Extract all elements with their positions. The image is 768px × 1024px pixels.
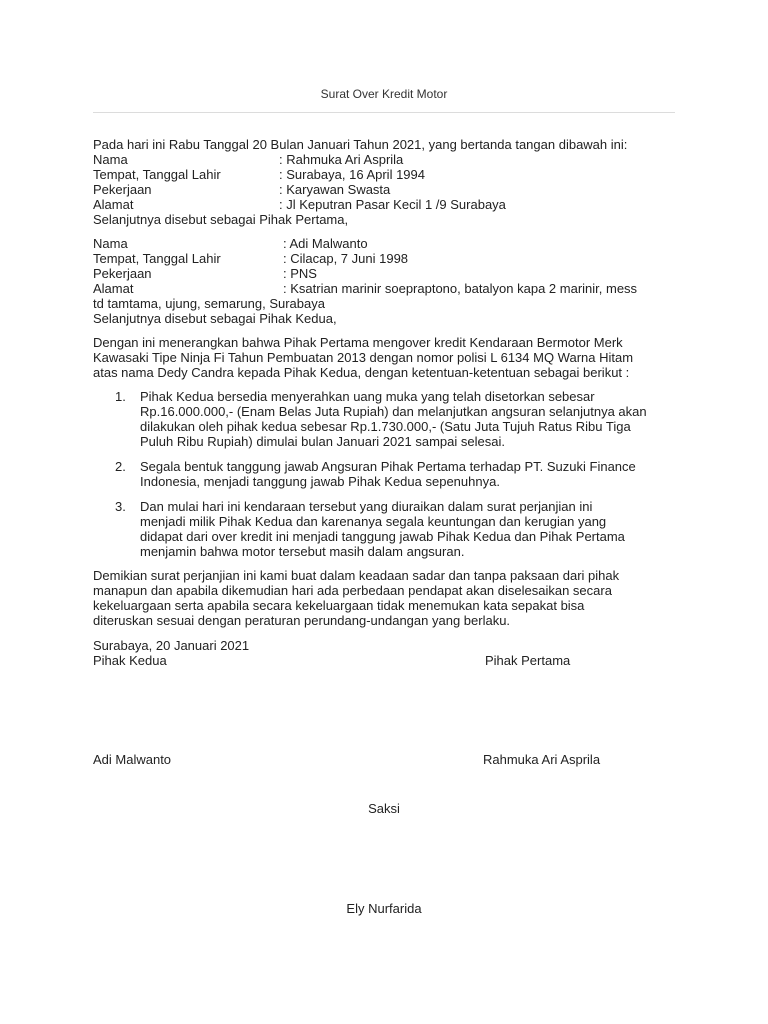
party-2-field-alamat (93, 281, 668, 296)
address-continued-text: td tamtama, ujung, semarung, Surabaya (93, 296, 325, 311)
field-value: : Karyawan Swasta (279, 182, 391, 197)
field-label: Tempat, Tanggal Lahir (93, 167, 221, 182)
term-text (140, 459, 662, 489)
right-signer-name: Rahmuka Ari Asprila (483, 752, 601, 767)
statement-line: Kawasaki Tipe Ninja Fi Tahun Pembuatan 2013 dengan nomor polisi L 6134 MQ Warna Hitam (93, 350, 634, 365)
field-label: Pekerjaan (93, 266, 152, 281)
term-line: Dan mulai hari ini kendaraan tersebut yang diuraikan dalam surat perjanjian ini (140, 499, 593, 514)
party-2-address-continued (93, 296, 668, 311)
field-label: Tempat, Tanggal Lahir (93, 251, 221, 266)
place-date: Surabaya, 20 Januari 2021 (93, 638, 250, 653)
party-2-closing (93, 311, 668, 326)
term-line: menjamin bahwa motor tersebut masih dalam angsuran. (140, 544, 465, 559)
field-label: Nama (93, 236, 128, 251)
field-value: : Adi Malwanto (283, 236, 368, 251)
party-2-field-ttl (93, 251, 668, 266)
field-label: Nama (93, 152, 128, 167)
left-signer-name: Adi Malwanto (93, 752, 172, 767)
conclusion-line: manapun dan apabila dikemudian hari ada perbedaan pendapat akan diselesaikan secara (93, 583, 612, 598)
term-line: Indonesia, menjadi tanggung jawab Pihak Kedua sepenuhnya. (140, 474, 500, 489)
field-label: Pekerjaan (93, 182, 152, 197)
document-title: Surat Over Kredit Motor (320, 87, 448, 101)
conclusion-paragraph (93, 568, 668, 628)
term-line: dilakukan oleh pihak kedua sebesar Rp.1.730.000,- (Satu Juta Tujuh Ratus Ribu Tiga (140, 419, 631, 434)
field-value: : Ksatrian marinir soepraptono, batalyon kapa 2 marinir, mess (283, 281, 638, 296)
party-1-field-ttl (93, 167, 668, 182)
witness-name: Ely Nurfarida (346, 901, 422, 916)
intro-line (93, 137, 668, 152)
statement-line: Dengan ini menerangkan bahwa Pihak Pertama mengover kredit Kendaraan Bermotor Merk (93, 335, 623, 350)
term-line: menjadi milik Pihak Kedua dan karenanya segala keuntungan dan kerugian yang (140, 514, 607, 529)
conclusion-line: Demikian surat perjanjian ini kami buat dalam keadaan sadar dan tanpa paksaan dari pihak (93, 568, 620, 583)
field-value: : Cilacap, 7 Juni 1998 (283, 251, 409, 266)
term-number: 2. (115, 459, 126, 474)
conclusion-line: kekeluargaan serta apabila secara kekeluargaan tidak menemukan kata sepakat bisa (93, 598, 585, 613)
statement-paragraph (93, 335, 668, 380)
term-line: Pihak Kedua bersedia menyerahkan uang muka yang telah disetorkan sebesar (140, 389, 595, 404)
field-value: : Jl Keputran Pasar Kecil 1 /9 Surabaya (279, 197, 506, 212)
title-divider (93, 112, 675, 113)
term-text (140, 499, 662, 559)
witness-role: Saksi (368, 801, 400, 816)
term-line: Segala bentuk tanggung jawab Angsuran Pihak Pertama terhadap PT. Suzuki Finance (140, 459, 636, 474)
right-signer-role: Pihak Pertama (485, 653, 571, 668)
conclusion-line: diteruskan sesuai dengan peraturan perundang-undangan yang berlaku. (93, 613, 511, 628)
party-1-closing (93, 212, 668, 227)
term-item-1 (93, 389, 665, 449)
term-line: Rp.16.000.000,- (Enam Belas Juta Rupiah) dan melanjutkan angsuran selanjutnya akan (140, 404, 647, 419)
party-2-block (93, 236, 668, 326)
party-2-field-pekerjaan (93, 266, 668, 281)
closing-text: Selanjutnya disebut sebagai Pihak Kedua, (93, 311, 337, 326)
term-text (140, 389, 662, 449)
party-1-field-pekerjaan (93, 182, 668, 197)
term-number: 3. (115, 499, 126, 514)
term-line: didapat dari over kredit ini menjadi tanggung jawab Pihak Kedua dan Pihak Pertama (140, 529, 625, 544)
field-label: Alamat (93, 281, 134, 296)
party-1-field-alamat (93, 197, 668, 212)
party-2-field-nama (93, 236, 668, 251)
field-value: : Surabaya, 16 April 1994 (279, 167, 425, 182)
party-1-block (93, 137, 668, 227)
statement-line: atas nama Dedy Candra kepada Pihak Kedua, dengan ketentuan-ketentuan sebagai berikut : (93, 365, 630, 380)
field-label: Alamat (93, 197, 134, 212)
left-signer-role: Pihak Kedua (93, 653, 167, 668)
party-1-field-nama (93, 152, 668, 167)
intro-text: Pada hari ini Rabu Tanggal 20 Bulan Januari Tahun 2021, yang bertanda tangan dibawah ini: (93, 137, 628, 152)
term-item-2 (93, 459, 665, 489)
term-item-3 (93, 499, 665, 559)
closing-text: Selanjutnya disebut sebagai Pihak Pertama, (93, 212, 349, 227)
field-value: : PNS (283, 266, 317, 281)
term-line: Puluh Ribu Rupiah) dimulai bulan Januari 2021 sampai selesai. (140, 434, 505, 449)
term-number: 1. (115, 389, 126, 404)
field-value: : Rahmuka Ari Asprila (279, 152, 404, 167)
